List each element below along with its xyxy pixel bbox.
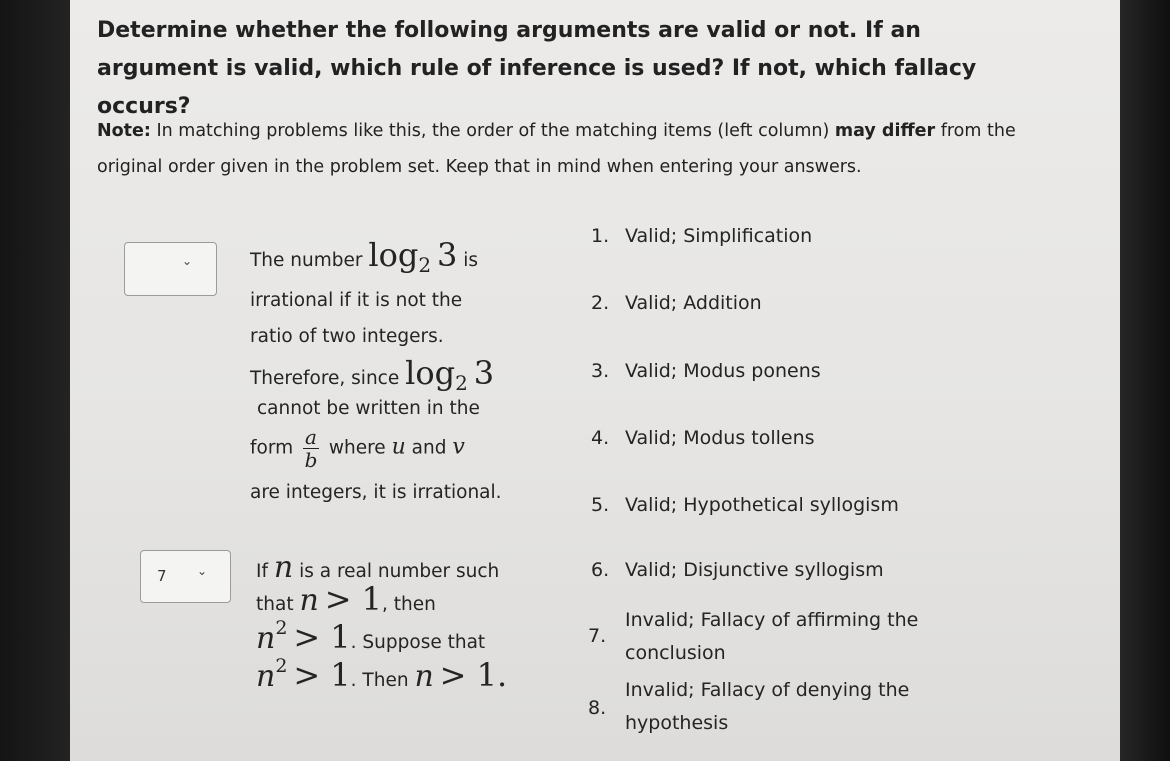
exponent: 2	[275, 655, 288, 677]
option-label: Valid; Hypothetical syllogism	[625, 494, 899, 516]
log-base: 2	[455, 371, 468, 395]
option-number: 5.	[591, 494, 610, 516]
option-6	[591, 559, 884, 581]
option-7	[588, 604, 968, 674]
exponent: 2	[275, 617, 288, 639]
question-1-line-5: cannot be written in the	[257, 398, 480, 419]
right-bezel	[1120, 0, 1170, 761]
answer-select-2[interactable]	[140, 550, 231, 603]
gt-one: > 1	[324, 580, 383, 618]
fraction-numerator: a	[305, 425, 317, 449]
q1-text: The number	[250, 250, 363, 271]
q2-text: If	[256, 561, 268, 582]
q2-text: that	[256, 594, 294, 615]
option-number: 2.	[591, 292, 610, 314]
gt-one: > 1	[293, 618, 351, 656]
q1-text: Therefore, since	[250, 368, 400, 389]
question-2-line-4	[256, 656, 507, 694]
option-label-line-2: hypothesis	[625, 712, 729, 734]
variable-u: u	[391, 434, 406, 460]
option-number: 4.	[591, 427, 610, 449]
log-argument: 3	[437, 236, 458, 274]
question-2-line-3	[256, 618, 485, 656]
option-number: 7.	[588, 625, 607, 647]
gt-one-final: > 1.	[439, 656, 508, 694]
option-label: Valid; Modus ponens	[625, 360, 821, 382]
left-bezel	[0, 0, 70, 761]
gt-one: > 1	[293, 656, 351, 694]
log-argument: 3	[473, 354, 495, 392]
question-1-line-2: irrational if it is not the	[250, 290, 463, 311]
option-2	[591, 292, 762, 314]
option-label: Valid; Disjunctive syllogism	[625, 559, 884, 581]
question-1-line-1	[250, 236, 570, 277]
note-text-1: In matching problems like this, the order of the matching items (left column)	[150, 121, 835, 141]
option-8	[588, 674, 968, 744]
log-base: 2	[418, 253, 432, 277]
log-symbol: log	[368, 236, 419, 274]
option-number: 8.	[588, 697, 607, 719]
option-label-line-2: conclusion	[625, 642, 726, 664]
q2-text: . Then	[350, 670, 409, 691]
fraction-denominator: b	[304, 448, 318, 472]
chevron-down-icon: ⌄	[182, 254, 193, 268]
option-label-line-1: Invalid; Fallacy of affirming the	[625, 609, 919, 631]
question-1-line-4	[250, 354, 495, 395]
q1-text: form	[250, 437, 294, 459]
option-label-line-1: Invalid; Fallacy of denying the	[625, 679, 910, 701]
instructions-note	[97, 113, 1037, 185]
q2-text: is a real number such	[299, 561, 500, 582]
option-5	[591, 494, 899, 516]
q2-text: , then	[382, 594, 436, 615]
option-1	[591, 225, 812, 247]
option-label: Valid; Addition	[625, 292, 762, 314]
q1-text: and	[411, 437, 447, 459]
option-label: Valid; Modus tollens	[625, 427, 815, 449]
option-label	[625, 674, 955, 740]
question-1-line-7: are integers, it is irrational.	[250, 482, 502, 503]
log-symbol: log	[405, 354, 456, 392]
q1-text: where	[328, 437, 386, 459]
q2-text: . Suppose that	[350, 632, 486, 653]
option-number: 6.	[591, 559, 610, 581]
chevron-down-icon: ⌄	[197, 564, 208, 578]
variable-n: n	[414, 659, 434, 694]
fraction	[303, 426, 319, 471]
variable-n: n	[273, 550, 294, 585]
instructions-heading: Determine whether the following arguments are valid or not. If an argument is valid, which rule of inference is used? If not, which fallacy occurs?	[97, 18, 977, 119]
note-label: Note:	[97, 121, 151, 141]
option-4	[591, 427, 815, 449]
variable-n: n	[256, 659, 276, 694]
option-3	[591, 360, 821, 382]
option-label: Valid; Simplification	[625, 225, 813, 247]
answer-select-1[interactable]	[124, 242, 217, 296]
q1-text: is	[463, 250, 479, 271]
question-2-line-2	[256, 580, 436, 618]
answer-select-2-value: 7	[157, 567, 167, 585]
option-label	[625, 604, 955, 670]
note-text-2: from the original order given in the problem set. Keep that in mind when entering your answers.	[97, 121, 1016, 177]
question-1-line-3: ratio of two integers.	[250, 326, 444, 347]
question-1-line-6	[250, 426, 465, 471]
note-emphasis: may differ	[834, 121, 936, 141]
variable-n: n	[256, 621, 276, 656]
variable-v: v	[452, 434, 465, 460]
option-number: 1.	[591, 225, 610, 247]
option-number: 3.	[591, 360, 610, 382]
variable-n: n	[299, 583, 319, 618]
